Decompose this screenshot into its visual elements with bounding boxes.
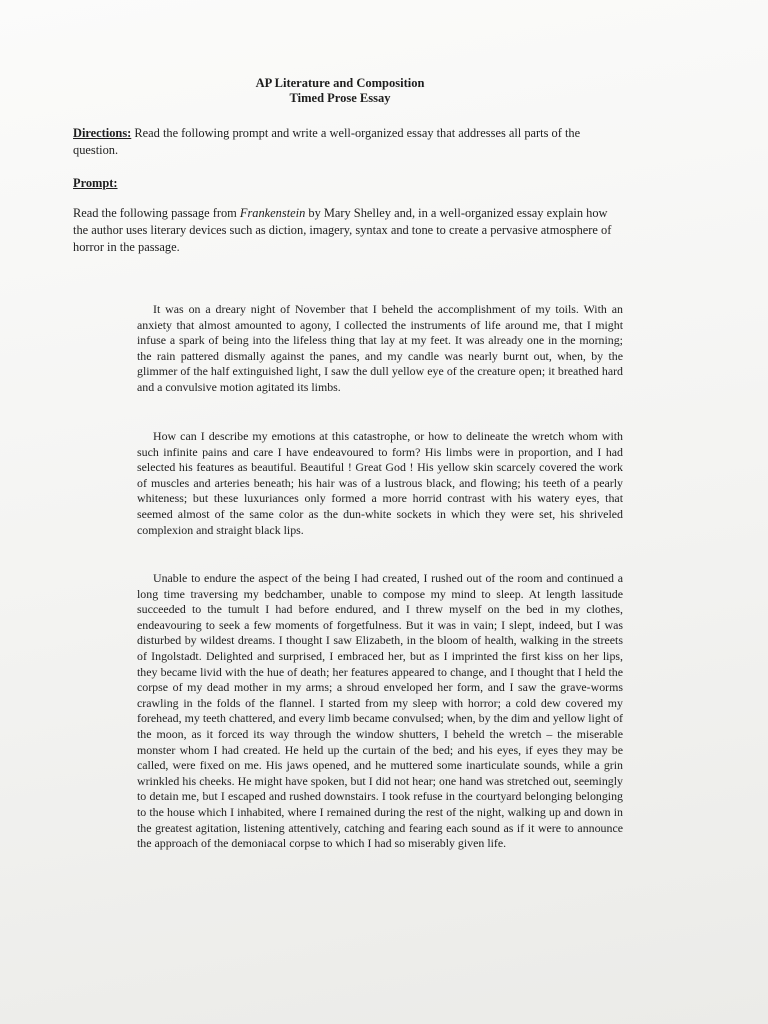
prompt-text [73,205,618,256]
directions-label: Directions: [73,126,132,140]
prompt-label: Prompt: [73,176,118,190]
passage-paragraph-2 [137,429,623,538]
passage-paragraph-text: It was on a dreary night of November that I beheld the accomplishment of my toils. With an anxiety that almost amounted to agony, I collected the instruments of life around me, that I might infuse a spark of being into the lifeless thing that lay at my feet. It was already one in the morning; the rain pattered dismally against the panes, and my candle was nearly burnt out, when, by the glimmer of the half extinguished light, I saw the dull yellow eye of the creature open; it breathed hard and a convulsive motion agitated its limbs. [137,302,623,394]
document-header [0,76,680,106]
directions-text: Read the following prompt and write a well-organized essay that addresses all parts of the question. [73,126,581,157]
directions-section [73,125,618,159]
passage-paragraph-1 [137,302,623,396]
prompt-text-before: Read the following passage from [73,206,240,220]
prompt-text-after: by Mary Shelley and, in a well-organized essay explain how the author uses literary devices such as diction, imagery, syntax and tone to create a pervasive atmosphere of horror in the passage. [73,206,612,254]
passage-paragraph-3 [137,571,623,852]
passage-paragraph-text: Unable to endure the aspect of the being I had created, I rushed out of the room and continued a long time traversing my bedchamber, unable to compose my mind to sleep. At length lassitude succeeded to the tumult I had before endured, and I threw myself on the bed in my clothes, endeavouring to seek a few moments of forgetfulness. But it was in vain; I slept, indeed, but I was disturbed by wildest dreams. I thought I saw Elizabeth, in the bloom of health, walking in the streets of Ingolstadt. Delighted and surprised, I embraced her, but as I imprinted the first kiss on her lips, they became livid with the hue of death; her features appeared to change, and I thought that I held the corpse of my dead mother in my arms; a shroud enveloped her form, and I saw the grave-worms crawling in the folds of the flannel. I started from my sleep with horror; a cold dew covered my forehead, my teeth chattered, and every limb became convulsed; when, by the dim and yellow light of the moon, as it forced its way through the window shutters, I beheld the wretch – the miserable monster whom I had created. He held up the curtain of the bed; and his eyes, if eyes they may be called, were fixed on me. His jaws opened, and he muttered some inarticulate sounds, while a grin wrinkled his cheeks. He might have spoken, but I did not hear; one hand was stretched out, seemingly to detain me, but I escaped and rushed downstairs. I took refuse in the courtyard belonging belonging to the house which I inhabited, where I remained during the rest of the night, walking up and down in the greatest agitation, listening attentively, catching and fearing each sound as if it were to announce the approach of the demoniacal corpse to which I had so miserably given life. [137,571,623,851]
course-title: AP Literature and Composition [255,76,425,90]
book-title: Frankenstein [239,206,306,220]
passage-paragraph-text: How can I describe my emotions at this catastrophe, or how to delineate the wretch whom with such infinite pains and care I have endeavoured to form? His limbs were in proportion, and I had selected his features as beautiful. Beautiful ! Great God ! His yellow skin scarcely covered the work of muscles and arteries beneath; his hair was of a lustrous black, and flowing; his teeth of a pearly whiteness; but these luxuriances only formed a more horrid contrast with his watery eyes, that seemed almost of the same color as the dun-white sockets in which they were set, his shriveled complexion and straight black lips. [137,429,623,537]
assignment-title: Timed Prose Essay [289,91,391,105]
